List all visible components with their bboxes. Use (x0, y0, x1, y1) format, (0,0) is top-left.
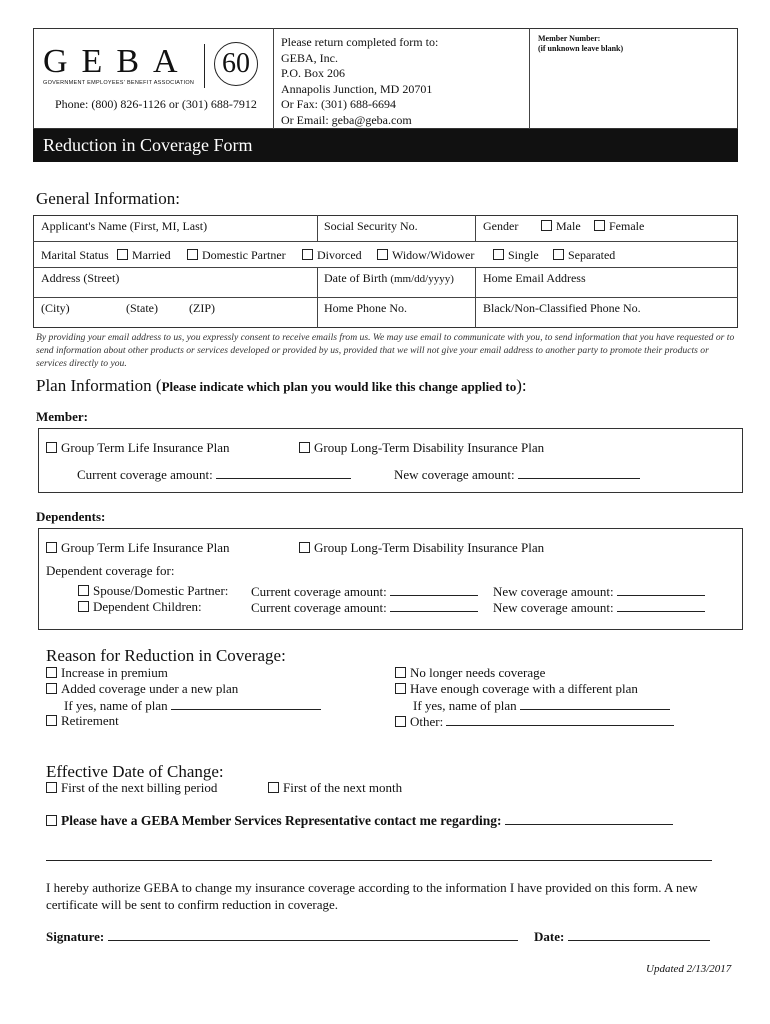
checkbox[interactable] (46, 542, 57, 553)
date-label: Date: (534, 929, 565, 944)
checkbox[interactable] (395, 667, 406, 678)
plan-heading-close: ): (516, 376, 527, 395)
checkbox[interactable] (46, 715, 57, 726)
option-label: First of the next billing period (61, 780, 218, 795)
added-coverage-option[interactable] (46, 681, 238, 697)
contact-continuation-line[interactable] (46, 860, 712, 861)
return-address (281, 35, 438, 128)
checkbox[interactable] (78, 585, 89, 596)
date-line[interactable] (568, 928, 710, 941)
email-disclaimer: By providing your email address to us, you expressly consent to receive emails from us. We may use email to communicate with you, to send information that you have requested or to send information about other products or services developed or provided by us, provided that we will not give your email address to another party to promote their products or services directly to you. (36, 332, 735, 369)
logo-wordmark: GEBA (43, 43, 192, 80)
city-field[interactable]: (City) (41, 301, 70, 315)
checkbox[interactable] (46, 782, 57, 793)
checkbox[interactable] (302, 249, 313, 260)
return-line: Or Email: geba@geba.com (281, 112, 412, 127)
married-option[interactable] (117, 248, 171, 263)
member-group-term-life-option[interactable] (46, 440, 230, 456)
return-line: P.O. Box 206 (281, 66, 346, 80)
checkbox[interactable] (594, 220, 605, 231)
option-label: Increase in premium (61, 665, 168, 680)
single-option[interactable] (493, 248, 539, 263)
dep-group-term-life-option[interactable] (46, 540, 230, 556)
option-label: Other: (410, 714, 444, 729)
applicant-name-field[interactable]: Applicant's Name (First, MI, Last) (41, 219, 208, 233)
member-current-coverage[interactable] (77, 466, 351, 483)
checkbox[interactable] (553, 249, 564, 260)
option-label: Group Term Life Insurance Plan (61, 540, 230, 555)
checkbox[interactable] (395, 716, 406, 727)
state-field[interactable]: (State) (126, 301, 158, 315)
dependents-label: Dependents: (36, 509, 106, 524)
option-label: Married (132, 248, 171, 262)
option-label: Have enough coverage with a different plan (410, 681, 638, 696)
option-label: Group Long-Term Disability Insurance Plan (314, 540, 545, 555)
date-field[interactable] (534, 928, 710, 945)
plan-info-heading (36, 376, 527, 396)
member-label: Member: (36, 409, 88, 424)
new-coverage-label: New coverage amount: (394, 467, 515, 482)
reason-heading: Reason for Reduction in Coverage: (46, 646, 286, 665)
plan-heading-text: Plan Information ( (36, 376, 162, 395)
domestic-partner-option[interactable] (187, 248, 286, 263)
signature-field[interactable] (46, 928, 518, 945)
current-coverage-label: Current coverage amount: (77, 467, 213, 482)
children-option[interactable] (78, 599, 202, 615)
home-email-field[interactable]: Home Email Address (483, 271, 586, 285)
new-coverage-label: New coverage amount: (493, 600, 614, 615)
checkbox[interactable] (395, 683, 406, 694)
signature-line[interactable] (108, 928, 518, 941)
option-label: Added coverage under a new plan (61, 681, 239, 696)
member-group-ltd-option[interactable] (299, 440, 544, 456)
widow-option[interactable] (377, 248, 474, 263)
checkbox[interactable] (541, 220, 552, 231)
contact-request-line[interactable] (505, 812, 673, 825)
dob-field[interactable] (324, 271, 454, 286)
ssn-field[interactable]: Social Security No. (324, 219, 418, 233)
other-option[interactable] (395, 713, 674, 730)
male-label: Male (556, 219, 581, 233)
member-number-hint: (if unknown leave blank) (538, 44, 624, 53)
title-bar (33, 129, 738, 162)
option-label: Widow/Widower (392, 248, 475, 262)
checkbox[interactable] (46, 815, 57, 826)
added-plan-name-field[interactable] (64, 697, 321, 714)
new-coverage-line[interactable] (518, 466, 640, 479)
spouse-new-coverage[interactable] (493, 583, 705, 600)
checkbox[interactable] (299, 542, 310, 553)
general-info-heading: General Information: (36, 189, 180, 208)
other-line[interactable] (446, 713, 674, 726)
return-line: Or Fax: (301) 688-6694 (281, 97, 396, 111)
form-title: Reduction in Coverage Form (43, 135, 253, 155)
new-coverage-line[interactable] (617, 583, 705, 596)
option-label: Domestic Partner (202, 248, 286, 262)
geba-logo (43, 44, 203, 86)
new-coverage-line[interactable] (617, 599, 705, 612)
checkbox[interactable] (187, 249, 198, 260)
authorization-text: I hereby authorize GEBA to change my insurance coverage according to the information I have provided on this form. A new certificate will be sent to confirm reduction in coverage. (46, 880, 698, 912)
next-month-option[interactable] (268, 780, 402, 796)
return-line: GEBA, Inc. (281, 50, 338, 65)
current-coverage-label: Current coverage amount: (251, 584, 387, 599)
if-yes-label: If yes, name of plan (64, 698, 168, 713)
checkbox[interactable] (117, 249, 128, 260)
option-label: Group Long-Term Disability Insurance Plan (314, 440, 545, 455)
logo-subtitle: GOVERNMENT EMPLOYEES' BENEFIT ASSOCIATION (43, 80, 195, 86)
member-number-field[interactable] (538, 34, 623, 54)
phone-text: Phone: (800) 826-1126 or (301) 688-7912 (55, 97, 257, 111)
retirement-option[interactable] (46, 713, 119, 729)
option-label: Separated (568, 248, 616, 262)
female-label: Female (609, 219, 645, 233)
divorced-option[interactable] (302, 248, 362, 263)
option-label: First of the next month (283, 780, 403, 795)
option-label: No longer needs coverage (410, 665, 546, 680)
member-new-coverage[interactable] (394, 466, 640, 483)
no-longer-needs-option[interactable] (395, 665, 545, 681)
checkbox[interactable] (46, 667, 57, 678)
signature-label: Signature: (46, 929, 105, 944)
spouse-option[interactable] (78, 583, 228, 599)
return-line: Annapolis Junction, MD 20701 (281, 81, 433, 96)
option-label: Single (508, 248, 539, 262)
current-coverage-line[interactable] (390, 599, 478, 612)
updated-date: Updated 2/13/2017 (646, 963, 732, 975)
enough-coverage-option[interactable] (395, 681, 638, 697)
marital-status-row (41, 248, 109, 263)
address-street-field[interactable]: Address (Street) (41, 271, 120, 285)
checkbox[interactable] (493, 249, 504, 260)
other-plan-name-field[interactable] (413, 697, 670, 714)
checkbox[interactable] (78, 601, 89, 612)
plan-name-line[interactable] (520, 697, 670, 710)
separated-option[interactable] (553, 248, 615, 263)
zip-field[interactable]: (ZIP) (189, 301, 215, 315)
checkbox[interactable] (299, 442, 310, 453)
checkbox[interactable] (46, 442, 57, 453)
dependent-coverage-for-label: Dependent coverage for: (46, 563, 175, 578)
children-new-coverage[interactable] (493, 599, 705, 616)
plan-name-line[interactable] (171, 697, 321, 710)
member-number-label: Member Number: (538, 34, 601, 43)
plan-heading-note: Please indicate which plan you would like this change applied to (161, 379, 517, 394)
member-plan-box (38, 428, 743, 493)
black-phone-field[interactable]: Black/Non-Classified Phone No. (483, 301, 641, 315)
contact-request-option[interactable] (46, 812, 673, 829)
return-line: Please return completed form to: (281, 35, 439, 49)
checkbox[interactable] (46, 683, 57, 694)
current-coverage-label: Current coverage amount: (251, 600, 387, 615)
next-billing-option[interactable] (46, 780, 217, 796)
checkbox[interactable] (377, 249, 388, 260)
gender-female-option[interactable] (594, 219, 644, 234)
new-coverage-label: New coverage amount: (493, 584, 614, 599)
anniversary-badge-icon (214, 42, 258, 86)
home-phone-field[interactable]: Home Phone No. (324, 301, 407, 315)
gender-label: Gender (483, 219, 519, 233)
current-coverage-line[interactable] (390, 583, 478, 596)
spouse-current-coverage[interactable] (251, 583, 478, 600)
anniversary-number: 60 (222, 48, 250, 79)
dob-format: (mm/dd/yyyy) (390, 273, 454, 285)
children-current-coverage[interactable] (251, 599, 478, 616)
marital-status-label: Marital Status (41, 248, 109, 262)
dob-label: Date of Birth (324, 271, 388, 285)
gender-male-option[interactable] (541, 219, 581, 234)
effective-date-heading: Effective Date of Change: (46, 762, 224, 781)
option-label: Spouse/Domestic Partner: (93, 583, 229, 598)
if-yes-label: If yes, name of plan (413, 698, 517, 713)
option-label: Retirement (61, 713, 119, 728)
option-label: Group Term Life Insurance Plan (61, 440, 230, 455)
current-coverage-line[interactable] (216, 466, 351, 479)
checkbox[interactable] (268, 782, 279, 793)
increase-premium-option[interactable] (46, 665, 168, 681)
dep-group-ltd-option[interactable] (299, 540, 544, 556)
contact-request-label: Please have a GEBA Member Services Representative contact me regarding: (61, 813, 502, 828)
option-label: Dependent Children: (93, 599, 202, 614)
option-label: Divorced (317, 248, 362, 262)
